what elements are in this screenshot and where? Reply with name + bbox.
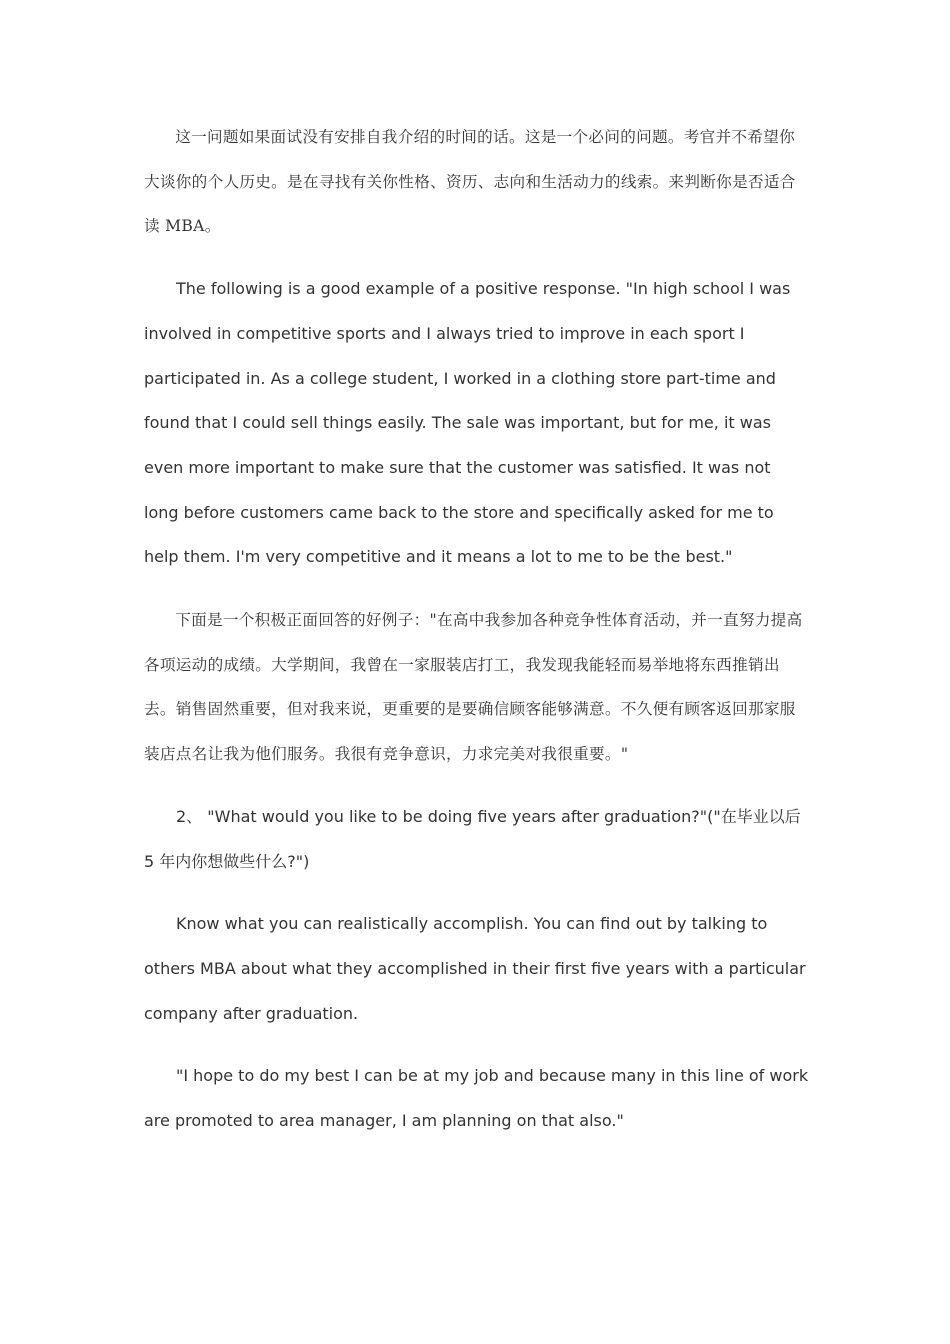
paragraph-example-zh: 下面是一个积极正面回答的好例子："在高中我参加各种竞争性体育活动，并一直努力提高各项运动的成绩。大学期间，我曾在一家服装店打工，我发现我能轻而易举地将东西推销出去。销售固然重要，但对我来说，更重要的是要确信顾客能够满意。不久便有顾客返回那家服装店点名让我为他们服务。我很有竞争意识，力求完美对我很重要。": [144, 611, 803, 764]
paragraph-answer-en: "I hope to do my best I can be at my job and because many in this line of work are promoted to area manager, I am planning on that also.": [144, 1066, 809, 1131]
paragraph-question-2: 2、 "What would you like to be doing five years after graduation?"("在毕业以后 5 年内你想做些什么?"): [144, 806, 801, 871]
paragraph-intro-zh: 这一问题如果面试没有安排自我介绍的时间的话。这是一个必问的问题。考官并不希望你大谈你的个人历史。是在寻找有关你性格、资历、志向和生活动力的线索。来判断你是否适合读 MBA。: [144, 128, 796, 236]
document-body: [144, 115, 809, 1162]
paragraph-example-en: The following is a good example of a positive response. "In high school I was involved in competitive sports and I always tried to improve in each sport I participated in. As a college student, I worked in a clothing store part-time and found that I could sell things easily. The sale was important, but for me, it was even more important to make sure that the customer was satisfied. It was not long before customers came back to the store and specifically asked for me to help them. I'm very competitive and it means a lot to me to be the best.": [144, 279, 791, 567]
paragraph-advice-en: Know what you can realistically accomplish. You can find out by talking to others MBA about what they accomplished in their first five years with a particular company after graduation.: [144, 914, 806, 1023]
